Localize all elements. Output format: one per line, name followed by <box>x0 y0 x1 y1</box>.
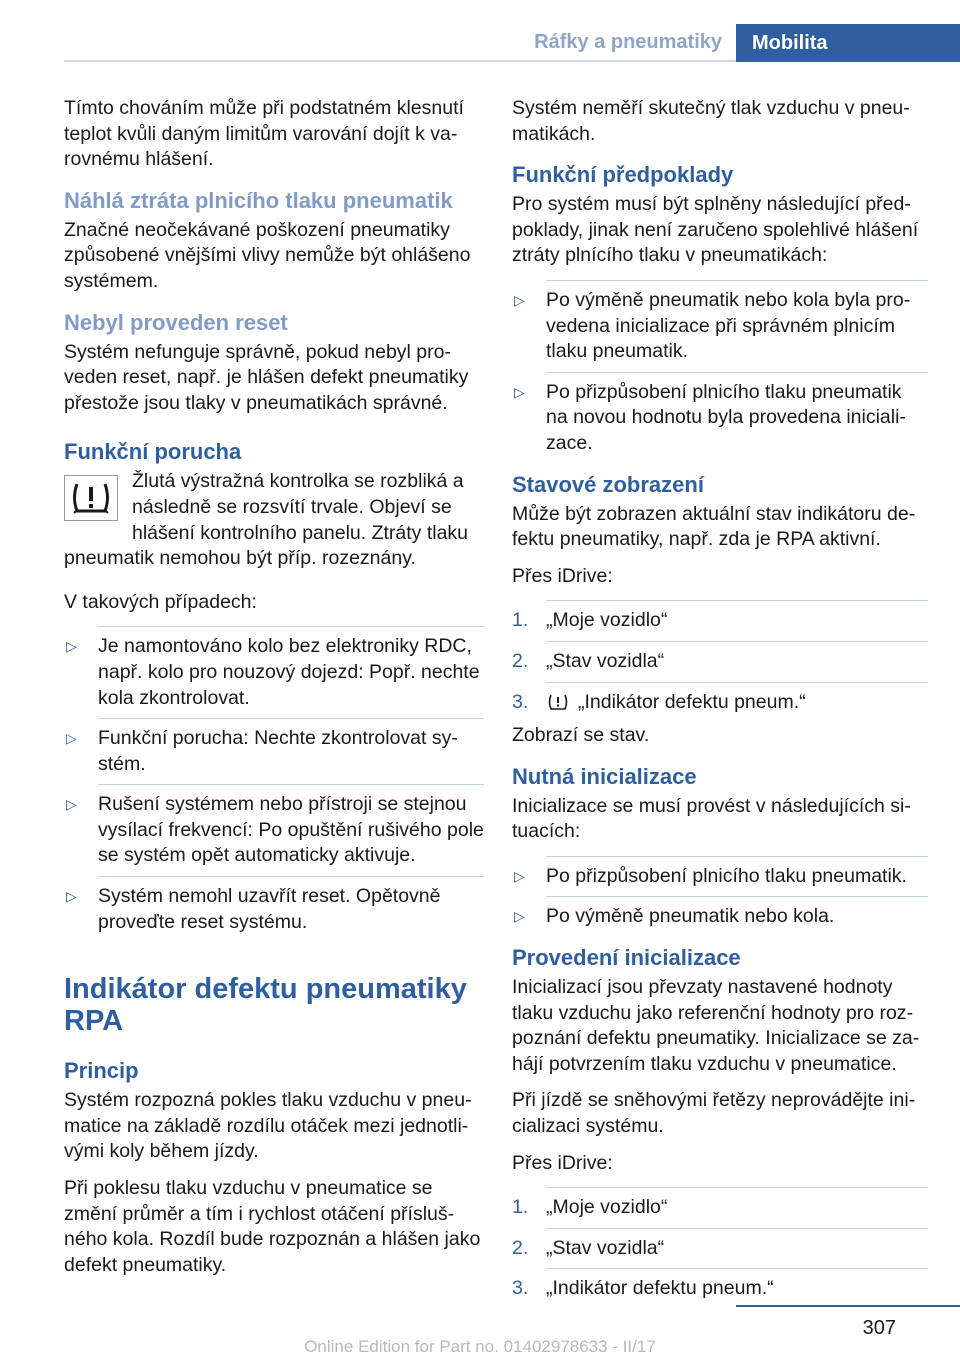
list-divider <box>546 280 928 281</box>
step-number: 3. <box>512 1277 529 1300</box>
list-item <box>64 784 484 869</box>
prereq-list <box>512 280 928 457</box>
triangle-bullet-icon: ▷ <box>514 383 525 400</box>
init-needed-paragraph: Inicializace se musí provést v následujících situacích: <box>512 794 911 843</box>
prereq-heading: Funkční předpoklady <box>512 162 734 188</box>
intro-paragraph: Tímto chováním může při podstatném klesnutí teplot kvůli daným limitům varování dojít k varovnému hlášení. <box>64 97 464 171</box>
step-number: 3. <box>512 690 529 713</box>
fault-block <box>64 469 484 571</box>
list-divider <box>546 896 928 897</box>
status-steps <box>512 600 928 715</box>
list-item <box>512 641 928 675</box>
step-number: 2. <box>512 1236 529 1259</box>
list-divider <box>546 1187 928 1188</box>
list-item-text: Je namontováno kolo bez elektroniky RDC, např. kolo pro nouzový dojezd: Popř. nechte kola zkontrolovat. <box>98 635 480 709</box>
header-chapter-tab[interactable]: Mobilita <box>736 24 960 62</box>
init-do-heading: Provedení inicializace <box>512 945 741 971</box>
list-item <box>512 1268 928 1302</box>
tire-pressure-warning-icon <box>64 475 118 521</box>
status-heading: Stavové zobrazení <box>512 471 704 497</box>
tire-pressure-warning-icon <box>546 693 570 711</box>
fault-paragraph: Žlutá výstražná kontrolka se rozbliká a následně se rozsvítí trvale. Objeví se hlášení kontrolního panelu. Ztráty tlaku pneumatik nemohou být příp. rozeznány. <box>64 470 469 570</box>
list-divider <box>546 600 928 601</box>
step-number: 1. <box>512 609 529 632</box>
list-divider <box>98 784 484 785</box>
triangle-bullet-icon: ▷ <box>66 638 77 655</box>
footer-rule <box>736 1305 960 1307</box>
no-pressure-paragraph: Systém neměří skutečný tlak vzduchu v pneumatikách. <box>512 97 910 145</box>
page-number: 307 <box>862 1317 896 1339</box>
list-item <box>512 856 928 890</box>
list-divider <box>546 682 928 683</box>
loss-heading: Náhlá ztráta plnicího tlaku pneumatik <box>64 187 453 213</box>
principle-paragraph-2: Při poklesu tlaku vzduchu v pneumatice se změní průměr a tím i rychlost otáčení příslušného kola. Rozdíl bude rozpoznán a hlášen jako defekt pneumatiky. <box>64 1177 481 1276</box>
left-column <box>64 96 484 1289</box>
menu-step: „Stav vozidla“ <box>546 649 665 672</box>
list-item-text: Funkční porucha: Nechte zkontrolovat systém. <box>98 727 458 775</box>
list-divider <box>98 718 484 719</box>
triangle-bullet-icon: ▷ <box>66 888 77 905</box>
list-item-text: Systém nemohl uzavřít reset. Opětovně proveďte reset systému. <box>98 885 441 933</box>
menu-step: „Moje vozidlo“ <box>546 609 668 632</box>
list-item-text: Po výměně pneumatik nebo kola byla provedena inicializace při správném plnicím tlaku pneumatik. <box>546 288 911 363</box>
principle-paragraph-1: Systém rozpozná pokles tlaku vzduchu v pneumatice na základě rozdílu otáček mezi jednotlivými koly během jízdy. <box>64 1089 472 1163</box>
list-item <box>512 1187 928 1221</box>
list-item <box>512 1228 928 1262</box>
list-item-text: Po výměně pneumatik nebo kola. <box>546 905 835 928</box>
via-idrive-1: Přes iDrive: <box>512 564 613 587</box>
list-item <box>64 626 484 711</box>
list-divider <box>98 876 484 877</box>
list-item <box>512 280 928 365</box>
snow-chains-paragraph: Při jízdě se sněhovými řetězy neprovádějte inicializaci systému. <box>512 1089 916 1138</box>
init-needed-heading: Nutná inicializace <box>512 763 697 789</box>
triangle-bullet-icon: ▷ <box>66 730 77 747</box>
list-item-text: Rušení systémem nebo přístroji se stejnou vysílací frekvencí: Po opuštění rušivého pole se systém opět automaticky aktivuje. <box>98 793 484 867</box>
list-item <box>512 600 928 634</box>
prereq-paragraph: Pro systém musí být splněny následující předpoklady, jinak není zaručeno spolehlivé hlášení ztráty plnícího tlaku v pneumatikách: <box>512 193 919 267</box>
triangle-bullet-icon: ▷ <box>514 867 525 884</box>
list-item <box>512 896 928 930</box>
list-divider <box>546 1268 928 1269</box>
cases-list <box>64 626 484 935</box>
reset-paragraph: Systém nefunguje správně, pokud nebyl proveden reset, např. je hlášen defekt pneumatiky přestože jsou tlaky v pneumatikách správné. <box>64 340 469 414</box>
list-item <box>512 372 928 457</box>
list-divider <box>546 372 928 373</box>
list-divider <box>546 1228 928 1229</box>
via-idrive-2: Přes iDrive: <box>512 1151 613 1174</box>
list-item <box>64 718 484 777</box>
header-section-tab[interactable]: Ráfky a pneumatiky <box>534 31 722 53</box>
menu-step: „Indikátor defektu pneum.“ <box>546 1277 774 1300</box>
init-needed-list <box>512 856 928 930</box>
menu-step: „Moje vozidlo“ <box>546 1196 668 1219</box>
list-divider <box>546 856 928 857</box>
status-shown: Zobrazí se stav. <box>512 724 650 747</box>
status-paragraph: Může být zobrazen aktuální stav indikátoru defektu pneumatiky, např. zda je RPA aktivní. <box>512 502 916 551</box>
fault-heading: Funkční porucha <box>64 439 242 465</box>
menu-step: „Stav vozidla“ <box>546 1236 665 1259</box>
footer-edition: Online Edition for Part no. 01402978633 - II/17 <box>304 1337 656 1356</box>
init-do-paragraph: Inicializací jsou převzaty nastavené hodnoty tlaku vzduchu jako referenční hodnoty pro rozpoznání defektu pneumatiky. Inicializace se zahájí potvrzením tlaku vzduchu v pneumatice. <box>512 976 920 1075</box>
list-item-text: Po přizpůsobení plnicího tlaku pneumatik. <box>546 864 907 887</box>
list-divider <box>546 641 928 642</box>
principle-heading: Princip <box>64 1058 139 1084</box>
triangle-bullet-icon: ▷ <box>514 908 525 925</box>
loss-paragraph: Značné neočekávané poškození pneumatiky způsobené vnějšími vlivy nemůže být ohlášeno systémem. <box>64 218 471 292</box>
init-steps <box>512 1187 928 1302</box>
list-divider <box>98 626 484 627</box>
triangle-bullet-icon: ▷ <box>66 796 77 813</box>
reset-heading: Nebyl proveden reset <box>64 309 288 335</box>
main-heading: Indikátor defektu pneumatiky RPA <box>64 973 467 1038</box>
list-item <box>512 682 928 716</box>
list-item-text: Po přizpůsobení plnicího tlaku pneumatik na novou hodnotu byla provedena inicializace. <box>546 380 906 454</box>
right-column <box>512 96 928 1310</box>
step-number: 1. <box>512 1196 529 1219</box>
step-number: 2. <box>512 649 529 672</box>
menu-step: „Indikátor defektu pneum.“ <box>578 690 806 713</box>
triangle-bullet-icon: ▷ <box>514 291 525 308</box>
cases-intro: V takových případech: <box>64 590 257 613</box>
list-item <box>64 876 484 935</box>
